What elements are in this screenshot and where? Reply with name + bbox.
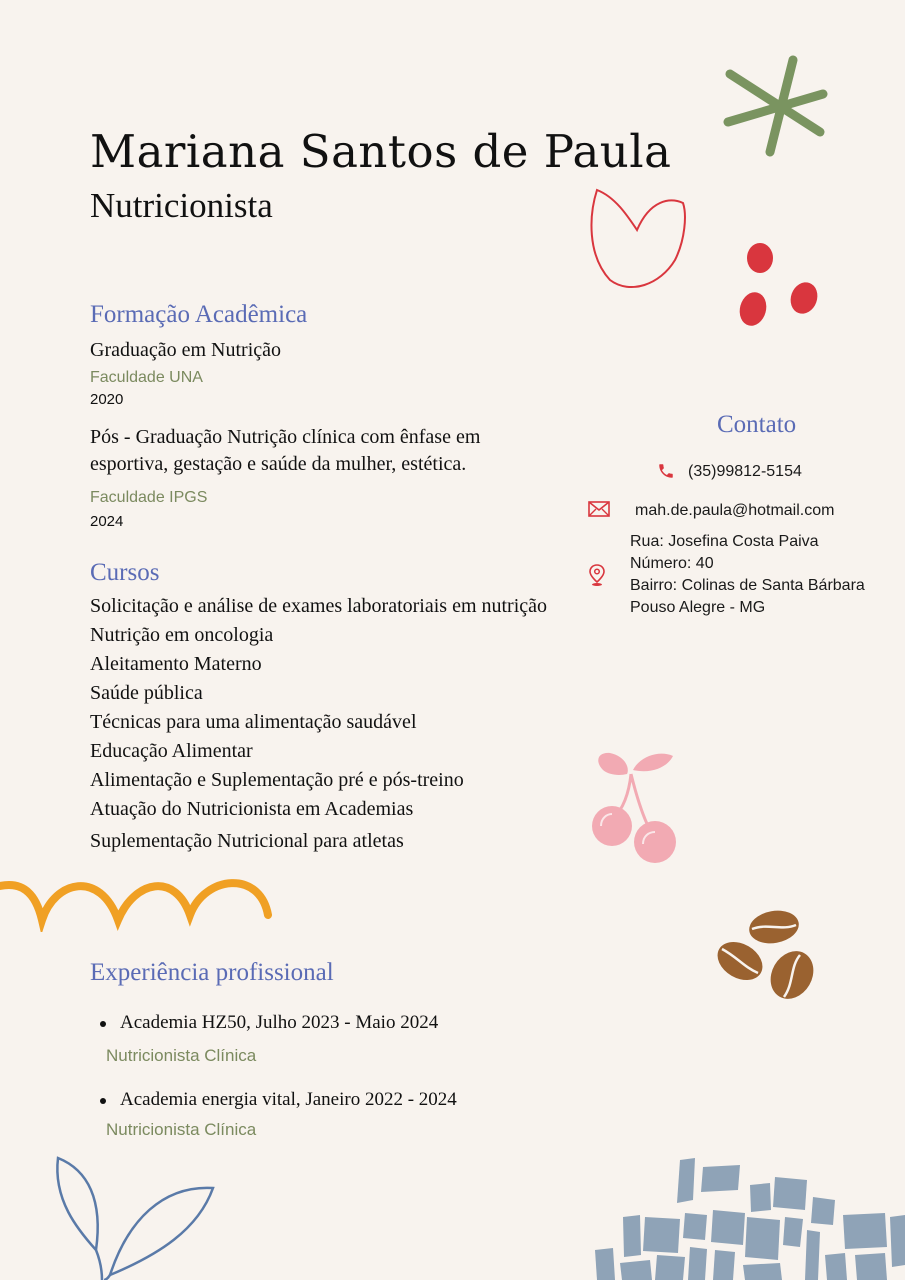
job-title: Nutricionista [90, 186, 273, 225]
contact-email[interactable]: mah.de.paula@hotmail.com [635, 502, 835, 519]
contact-phone[interactable]: (35)99812-5154 [688, 463, 802, 480]
courses-section [90, 558, 570, 856]
address-city: Pouso Alegre - MG [630, 599, 766, 616]
list-item: Nutrição em oncologia [90, 624, 274, 646]
list-item [90, 1087, 550, 1141]
education-institution: Faculdade UNA [90, 369, 203, 386]
coffee-beans-icon [712, 905, 822, 1005]
list-item: Aleitamento Materno [90, 653, 262, 675]
address-number: Número: 40 [630, 555, 714, 572]
bullet-icon [100, 1098, 106, 1104]
wave-icon [0, 870, 275, 932]
berries-icon [735, 238, 825, 330]
education-institution: Faculdade IPGS [90, 489, 208, 506]
candidate-name: Mariana Santos de Paula [90, 125, 672, 178]
experience-section [90, 958, 550, 1141]
list-item: Solicitação e análise de exames laboratoriais em nutrição [90, 595, 548, 617]
list-item: Educação Alimentar [90, 740, 253, 762]
education-section [90, 300, 550, 532]
education-course: Graduação em Nutrição [90, 339, 282, 361]
bullet-icon [100, 1021, 106, 1027]
list-item: Suplementação Nutricional para atletas [90, 830, 404, 852]
list-item: Alimentação e Suplementação pré e pós-treino [90, 769, 464, 791]
contact-address [630, 531, 865, 619]
heart-outline-icon [585, 185, 695, 295]
address-street: Rua: Josefina Costa Paiva [630, 533, 819, 550]
asterisk-icon [718, 52, 833, 162]
address-neighborhood: Bairro: Colinas de Santa Bárbara [630, 577, 865, 594]
list-item: Técnicas para uma alimentação saudável [90, 711, 417, 733]
contact-title: Contato [717, 411, 797, 438]
experience-place: Academia HZ50, Julho 2023 - Maio 2024 [120, 1012, 439, 1033]
experience-title: Experiência profissional [90, 959, 334, 986]
leaf-outline-icon [48, 1150, 223, 1280]
education-year: 2020 [90, 391, 124, 408]
education-course: Pós - Graduação Nutrição clínica com ênfase em esportiva, gestação e saúde da mulher, estética. [90, 426, 481, 475]
list-item: Atuação do Nutricionista em Academias [90, 798, 414, 820]
education-title: Formação Acadêmica [90, 301, 308, 328]
education-year: 2024 [90, 513, 124, 530]
courses-title: Cursos [90, 559, 160, 586]
list-item [90, 1010, 550, 1067]
mail-icon [588, 500, 610, 518]
courses-list [90, 592, 570, 856]
location-pin-icon [587, 563, 607, 587]
mosaic-icon [595, 1155, 905, 1280]
phone-icon [657, 462, 675, 480]
list-item: Saúde pública [90, 682, 203, 704]
experience-place: Academia energia vital, Janeiro 2022 - 2024 [120, 1089, 457, 1110]
cherries-icon [585, 748, 685, 866]
experience-role: Nutricionista Clínica [106, 1046, 257, 1065]
experience-list [90, 1010, 550, 1141]
experience-role: Nutricionista Clínica [106, 1120, 257, 1139]
